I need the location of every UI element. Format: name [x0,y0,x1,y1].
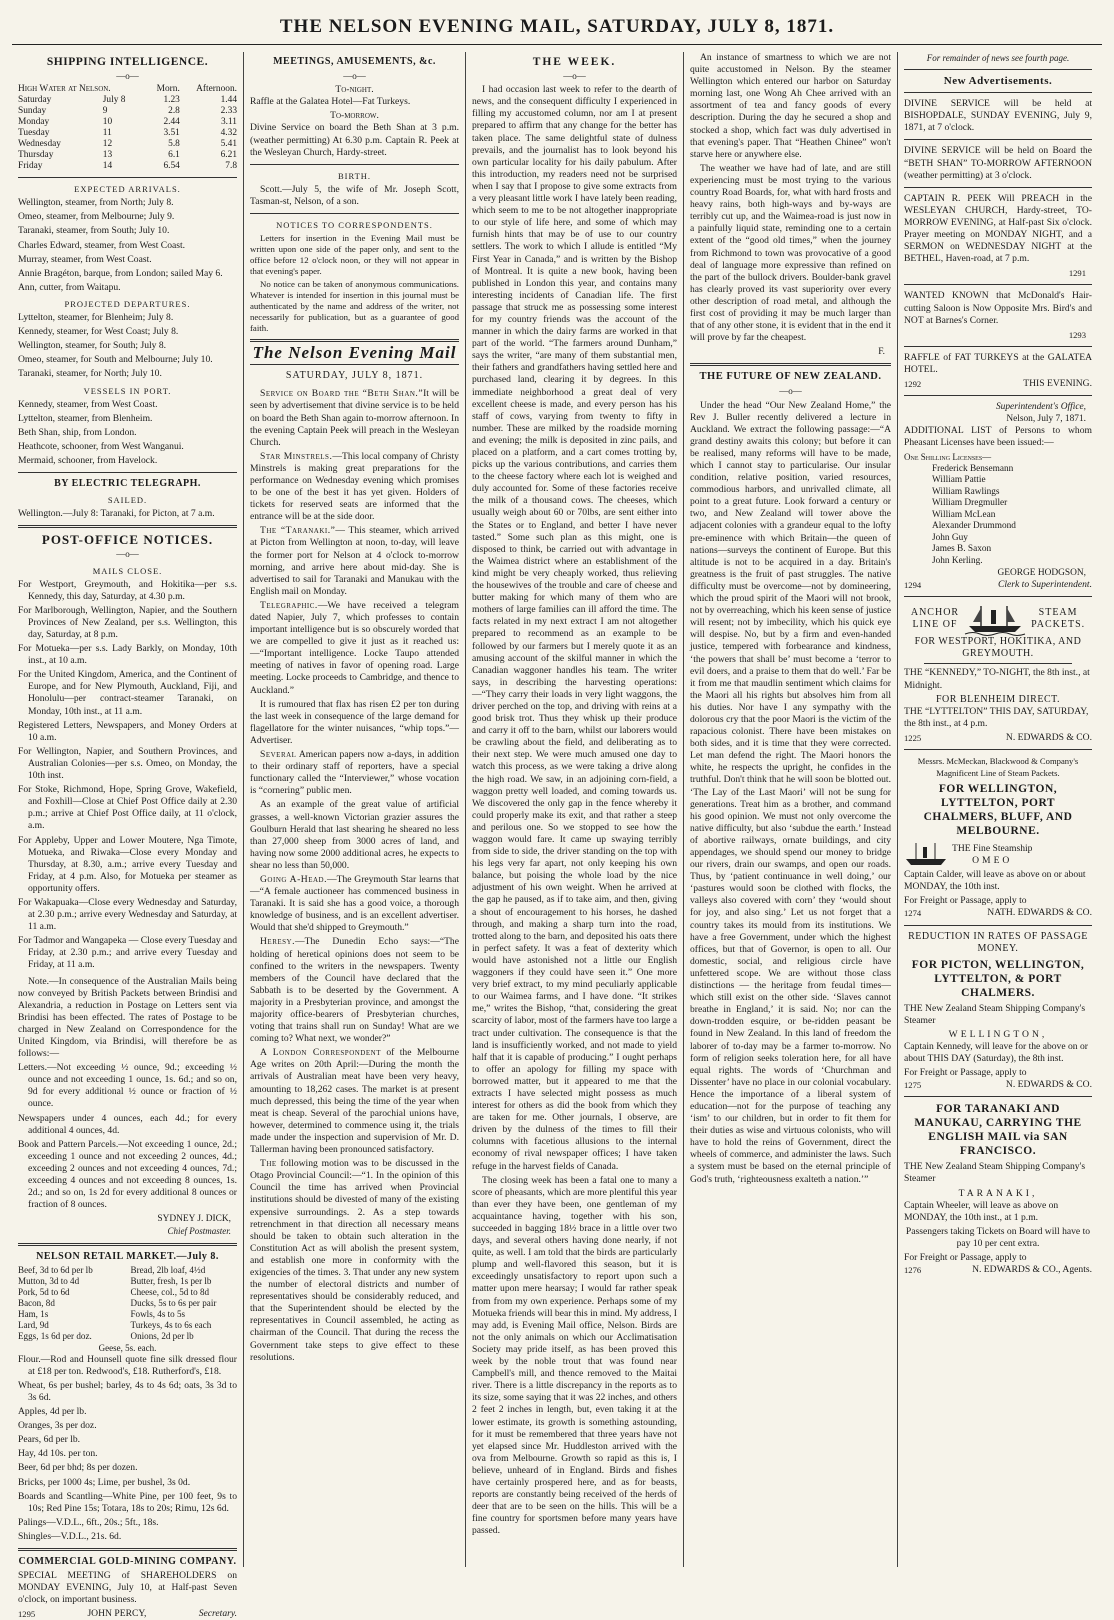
sailed-title: SAILED. [107,495,148,506]
list-item: Kennedy, steamer, for West Coast; July 8. [18,326,179,338]
departures-list [18,312,237,380]
list-item: Beer, 6d per bhd; 8s per dozen. [18,1462,138,1474]
list-item: Mutton, 3d to 4d [18,1275,80,1286]
post-title: POST-OFFICE NOTICES. [41,532,214,548]
postmaster-title: Chief Postmaster. [167,1226,231,1237]
week-para-3: An instance of smartness to which we are not quite accustomed in Nelson. By the steamer Wellington which entered our harbor on Saturday morning last, one Wong Ah Chee arrived with an assortment of tea and fancy goods of every description. During the day he secured a shop and stocked a shop, which fact was duly advertised in that evening's paper. That “Heathen Chinee” won't starve here or anywhere else. [690,52,891,160]
list-item: Flour.—Rod and Hounsell quote fine silk dressed flour at £18 per ton. Redwood's, £18. Rutherford's, £18. [18,1353,237,1377]
paper-name: The Nelson Evening Mail [252,343,457,363]
news-paragraph: The following motion was to be discussed in the Otago Provincial Council:—“1. In the opinion of this Council the time has arrived when Provincial institutions should be divested of many of the existing expensive surroundings. 2. As a step towards retrenchment in that direction all necessary means should be taken to obtain such alteration in the Constitution Act as will abolish the present system, and establish one more in conformity with the exigencies of the times. 3. That under any new system the number of electoral districts and number of representatives should be considerably reduced, and that the Superintendent should be elected by the representatives in Council assembled, he acting as chairman of the Council. That during the recess the Government take steps to give effect to these resolutions. [250,1158,459,1363]
post-rates [18,1062,237,1211]
list-item: John Kerling. [932,555,983,566]
tide-row: Monday 10 2.44 3.11 [18,117,237,128]
notices-title: NOTICES TO CORRESPONDENTS. [276,220,433,231]
market-geese: Geese, 5s. each. [98,1342,157,1353]
tide-row: Tuesday 11 3.51 4.32 [18,128,237,139]
list-item: For Stoke, Richmond, Hope, Spring Grove, Wakefield, and Foxhill—Close at Chief Post Office daily at 2.30 p.m.; arrive at Chief Post Office daily, at 11 o'clock, a.m. [18,784,237,832]
list-item: Beef, 3d to 6d per lb [18,1264,93,1275]
market-lines [18,1354,237,1543]
tide-row: Sunday 9 2.8 2.33 [18,106,237,117]
future-para: Under the head “Our New Zealand Home,” the Rev J. Buller recently delivered a lecture in Auckland. We extract the following passage:—“A grand destiny awaits this colony; but before it can be realised, many reforms will have to be made, which I cannot stay to particularise. Our insular condition, relative position, varied resources, commodious harbors, and unrivalled climate, all point to a great future. Look forward a century or two, and New Zealand will tower above the adjacent colonies with a grandeur equal to the lofty pre-eminence with which Britain—the queen of nations—surveys the continent of Europe. But this altitude is not to be acquired in a day. Britain's greatness is the fruit of past struggles. The native difficulty must be overcome—not by domineering, which the proud spirit of the Maori will not brook, not by overreaching, which his keen sense of justice will resent; not by imbecility, which his quick eye will despise. No, but by a firm and even-handed justice, tempered with forbearance and kindness, ‘the powers that shall be’ must become a ‘terror to evil doers, and a praise to them that do well.’ Far be it from me that maudlin sentiment which claims for the Maori all his rights but absolves him from all his duties. Nor have I any sympathy with the dolorous cry that the poor Maori is the victim of the rapacious colonist. There have been mistakes on both sides, and it is time that they were corrected. Let man defend the right. The Maori honors the white, he respects the upright, he confides in the truthful. Don't think that he will soon be blotted out. ‘The Lay of the Last Maori’ will not be sung for generations. Treat him as a brother, and command his good opinion. We must not only overcome the native difficulty, but also ‘subdue the earth.’ Instead of abortive railways, ornate buildings, and city appendages, we should spend our money to bridge our rivers, drain our swamps, and open our roads. Thus, by ‘patient continuance in well doing,’ our ‘pastures would soon be clothed with flocks, the valleys also covered with corn’ they ‘would shout for joy, and also sing.’ Let us not forget that a country takes its mould from its institutions. We have a free Government, under which the highest offices, but that of Governor, is open to all. Our domestic, social, and religious circle have unfettered scope. We are without those class distinctions — the heritage from feudal times—which still exist on the other side. ‘Slaves cannot breathe in England,’ it is said. No; nor can the down-trodden esquire, or be-ridden peasant be found in New Zealand. In this land of freedom the laborer of to-day may be a farmer to-morrow. No form of religion seeks toleration here, for all have equal rights. The words of ‘Churchman and Dissenter’ have no place in our colonial vocabulary. Hence the importance of a liberal system of education—not for the purpose of teaching any ‘ism’ to our children, but in order to fit them for their duties as wise and virtuous colonists, who will have to hold the reins of Government, direct the wheels of commerce, and administer the laws. Such a system must be based on the eternal principle of God's truth, ‘righteousness exalteth a nation.’” [690,399,891,1185]
list-item: Taranaki, steamer, from South; July 10. [18,225,170,237]
list-item: Butter, fresh, 1s per lb [130,1275,212,1286]
ad-pheasant-licenses: ADDITIONAL LIST of Persons to whom Pheasant Licenses have been issued:— [904,425,1092,449]
sailed-text: Wellington.—July 8: Taranaki, for Picton, at 7 a.m. [18,508,215,520]
news-paragraph: Going A-Head.—The Greymouth Star learns that—“A female auctioneer has commenced business in Taranaki. It is said she has a good voice, a thorough knowledge of business, and is an excellent advertiser. Would that she'd shipped to Greymouth.” [250,873,459,934]
notices-text-1: Letters for insertion in the Evening Mail must be written upon one side of the paper only, and sent to the office before 12 o'clock noon, or they will not appear in that evening's paper. [250,233,459,277]
week-sign: F. [878,347,885,358]
list-item: Lard, 9d [18,1319,49,1330]
license-names [904,464,1092,568]
list-item: Hay, 4d 10s. per ton. [18,1448,98,1460]
gold-sig-title: Secretary. [198,1608,237,1620]
market-prices [18,1265,237,1342]
list-item: Taranaki, steamer, for North; July 10. [18,368,162,380]
arrivals-list [18,197,237,294]
list-item: Charles Edward, steamer, from West Coast. [18,239,186,251]
list-item: William McLean [932,509,996,520]
list-item: Murray, steamer, from West Coast. [18,253,152,265]
remainder-note: For remainder of news see fourth page. [926,53,1070,63]
list-item: Omeo, steamer, from Melbourne; July 9. [18,211,175,223]
list-item: Lyttelton, steamer, for Blenheim; July 8. [18,312,174,324]
list-item: Cheese, col., 5d to 8d [130,1286,210,1297]
list-item: Omeo, steamer, for South and Melbourne; July 10. [18,354,213,366]
column-2: MEETINGS, AMUSEMENTS, &c. ―o― To-night. Raffle at the Galatea Hotel—Fat Turkeys. To-morrow. Divine Service on board the Beth Shan at 3 p.m. (weather permitting) At 6.30 p.m. Captain R. Peek at the Wesleyan Church, Hardy-street. BIRTH. Scott.—July 5, the wife of Mr. Joseph Scott, Tasman-st, Nelson, of a son. NOTICES TO CORRESPONDENTS. Letters for insertion in the Evening Mail must be written upon one side of the paper only, and sent to the office before 12 o'clock noon, or they will not appear in that evening's paper. No notice can be taken of anonymous communications. Whatever is intended for insertion in this journal must be authenticated by the name and address of the writer, not necessarily for publication, but as a guarantee of good faith. The Nelson Evening Mail SATURDAY, JULY 8, 1871. Service on Board the “Beth Shan.”It will be seen by advertisement that divine service is to be held on board the Beth Shan again to-morrow afternoon. In the evening Captain Peek will preach in the Wesleyan Church. Star Minstrels.—This local company of Christy Minstrels is making great preparations for the performance on Wednesday evening which promises to be one of the best it has yet given. Holders of tickets for reserved seats are informed that the entrance will be at the side door. The “Taranaki.”— This steamer, which arrived at Picton from Wellington at noon, to-day, will leave the former port for Nelson at 4 o'clock to-morrow morning, and arrive here about mid-day. She is advertised to sail for Taranaki and Manukau with the English mail on Monday. Telegraphic.—We have received a telegram dated Napier, July 7, which professes to contain important intelligence but is so obscurely worded that we are compelled to give it just as it reached us:—“Important intelligence. Locke Taupo attended meeting of natives in favor of opening road. Large meeting. Locke proceeds to Cambridge, and thence to Auckland.” It is rumoured that flax has risen £2 per ton during the last week in consequence of the large demand for flagellatore for the winter nuisances, “whip tops.”—Advertiser. Several American papers now a-days, in addition to their ordinary staff of reporters, have a special functionary called the “Interviewer,” whose vocation is “cornering” public men. As an example of the great value of artificial grasses, a well-known Victorian grazier assures the Goulburn Herald that last shearing he sheared no less than 27,000 sheep from 3000 acres of land, and having now some 2000 additional acres, he expects to shear no less than 50,000. Going A-Head.—The Greymouth Star learns that—“A female auctioneer has commenced business in Taranaki. It is said she has a good voice, a thorough knowledge of business, and is an excellent advertiser. Would that she'd shipped to Greymouth.” Heresy.—The Dunedin Echo says:—“The holding of heretical opinions does not seem to be confined to the writers in the newspapers. Twenty members of the Council have declared that the Sabbath is to be deserted by the Government. A majority in a Presbyterian province, and amongst the majority office-bearers of Presbyterian churches, voting that trains shall run on Sunday! What are we coming to? What next, we wonder?” A London Correspondent of the Melbourne Age writes on 20th April:—During the month the arrivals of Australian meat have been very heavy, amounting to 18,262 cases. The market is at present much depressed, this being the time of the year when meat is cheap. Several of the parochial unions have, however, determined to commence using it, the trials made under the inspection and supervision of Mr. D. Tallerman having been pronounced satisfactory. The following motion was to be discussed in the Otago Provincial Council:—“1. In the opinion of this Council the time has arrived when Provincial institutions should be divested of many of the existing expensive surroundings. 2. As a step towards retrenchment in that direction all necessary means should be taken to obtain such alteration in the Constitution Act as will abolish the present system, and establish one more in conformity with the exigencies of the times. 3. That under any new system the number of electoral districts and number of representatives should be considerably reduced, and that the Superintendent should be elected by the representatives in Council assembled, he acting as chairman of the Council. That during the recess the Government take steps to give effect to these resolutions. [244,52,466,1567]
ad-taranaki: FOR TARANAKI AND MANUKAU, CARRYING THE ENGLISH MAIL via SAN FRANCISCO. THE New Zealand Steam Shipping Company's Steamer TARANAKI, Captain Wheeler, will leave as above on MONDAY, the 10th inst., at 1 p.m. Passengers taking Tickets on Board will have to pay 10 per cent extra. For Freight or Passage, apply to 1276 N. EDWARDS & CO., Agents. [904,1103,1092,1276]
tide-head-row: High Water at Nelson. Morn. Afternoon. [18,84,237,95]
ad-captain-peek: CAPTAIN R. PEEK Will PREACH in the WESLEYAN CHURCH, Hardy-street, TO-MORROW EVENING, at Half-past Six o'clock. Prayer meeting on MONDAY NIGHT, and a SERMON on WEDNESDAY NIGHT at the BETHEL, Haven-road, at 7 p.m. [904,192,1092,265]
list-item: For Wakapuaka—Close every Wednesday and Saturday, at 2.30 p.m.; arrive every Wednesday and Saturday, at 11 a.m. [18,896,237,933]
list-item: For Westport, Greymouth, and Hokitika—per s.s. Kennedy, this day, Saturday, at 4.30 p.m. [18,578,237,602]
list-item: Registered Letters, Newspapers, and Money Orders at 10 a.m. [18,719,237,743]
arrivals-title: EXPECTED ARRIVALS. [74,184,181,195]
list-item: James B. Saxon [932,544,992,555]
steamship-icon [965,602,1025,636]
list-item: Oranges, 3s per doz. [18,1420,97,1432]
tide-row: Thursday 13 6.1 6.21 [18,150,237,161]
list-item: Ducks, 5s to 6s per pair [130,1297,217,1308]
list-item: Ham, 1s [18,1308,49,1319]
list-item: Alexander Drummond [932,521,1016,532]
list-item: Newspapers under 4 ounces, each 4d.; for every additional 4 ounces, 4d. [18,1112,237,1136]
news-paragraph: Star Minstrels.—This local company of Christy Minstrels is making great preparations for the performance on Wednesday evening which promises to be one of the best it has yet given. Holders of tickets for reserved seats are informed that the entrance will be at the side door. [250,450,459,523]
post-items [18,579,237,972]
list-item: William Pattie [932,475,986,486]
list-item: Apples, 4d per lb. [18,1406,87,1418]
tomorrow-item: Divine Service on board the Beth Shan at 3 p.m. (weather permitting) At 6.30 p.m. Captain R. Peek at the Wesleyan Church, Hardy-street. [250,122,459,158]
gold-signature: JOHN PERCY, [87,1608,147,1620]
list-item: Bricks, per 1000 4s; Lime, per bushel, 3s 0d. [18,1476,191,1488]
column-4: An instance of smartness to which we are not quite accustomed in Nelson. By the steamer Wellington which entered our harbor on Saturday morning last, one Wong Ah Chee arrived with an assortment of tea and fancy goods of every description. During the day he secured a shop and stocked a shop, which fact was duly advertised in that evening's paper. That “Heathen Chinee” won't starve here or anywhere else. The weather we have had of late, and are still experiencing must be most trying to the various country Road Boards, for, what with hard frosts and heavy rains, both high-ways and by-ways are terribly cut up, and the Waimea-road is just now in a painfully liquid state, reminding one to a certain extent of the “good old times,” when the journey from Richmond to town was provocative of a good deal of language more expressive than refined on the part of the bullock drivers. Boulder-bank gravel has clearly proved its vast superiority over every other description of road metal, and although the first cost of providing it may be much larger than that of any other stone, it is evident that in the end it will prove by far the cheapest. F. THE FUTURE OF NEW ZEALAND. ―o― Under the head “Our New Zealand Home,” the Rev J. Buller recently delivered a lecture in Auckland. We extract the following passage:—“A grand destiny awaits this colony; but before it can be realised, many reforms will have to be made, which I cannot stay to particularise. Our insular condition, relative position, varied resources, commodious harbors, and unrivalled climate, all point to a great future. Look forward a century or two, and New Zealand will tower above the adjacent colonies with a grandeur equal to the lofty pre-eminence with which Britain—the queen of nations—surveys the continent of Europe. But this altitude is not to be acquired in a day. Britain's greatness is the fruit of past struggles. The native difficulty must be overcome—not by domineering, which the proud spirit of the Maori will not brook, not by overreaching, which his keen sense of justice will resent; not by imbecility, which his quick eye will despise. No, but by a firm and even-handed justice, tempered with forbearance and kindness, ‘the powers that shall be’ must become a ‘terror to evil doers, and a praise to them that do well.’ Far be it from me that maudlin sentiment which claims for the Maori all his rights but absolves him from all his duties. Nor have I any sympathy with the dolorous cry that the poor Maori is the victim of the rapacious colonist. There have been mistakes on both sides, and it is time that they were corrected. Let man defend the right. The Maori honors the white, he respects the upright, he confides in the truthful. Don't think that he will soon be blotted out. ‘The Lay of the Last Maori’ will not be sung for generations. Treat him as a brother, and command his good opinion. We must not only overcome the native difficulty, but also ‘subdue the earth.’ Instead of abortive railways, ornate buildings, and city appendages, we should spend our money to bridge our rivers, drain our swamps, and open our roads. Thus, by ‘patient continuance in well doing,’ our ‘pastures would soon be clothed with flocks, the valleys also covered with corn’ they ‘would shout for joy, and also sing.’ Let us not forget that a country takes its mould from its institutions. We have a free Government, under which the highest offices, but that of Governor, is open to all. Our domestic, social, and religious circle have unfettered scope. We are without those class distinctions — the heritage from feudal times—which still exist on the other side. ‘Slaves cannot breathe in England,’ it is said. No; nor can the down-trodden esquire, or be-ridden peasant be found in New Zealand. In this land of freedom the laborer of to-day may be a farmer to-morrow. No form of religion seeks toleration here, for all have equal rights. The words of ‘Churchman and Dissenter’ have no place in our colonial vocabulary. Hence the importance of a liberal system of education—not for the purpose of teaching any ‘ism’ to our children, but in order to fit them for their duties as wise and virtuous colonists, who will have to hold the reins of Government, direct the wheels of commerce, and administer the laws. Such a system must be based on the eternal principle of God's truth, ‘righteousness exalteth a nation.’” [684,52,898,1567]
list-item: Boards and Scantling—White Pine, per 100 feet, 9s to 10s; Red Pine 15s; Totara, 18s to 20s; Rimu, 12s 6d. [18,1490,237,1514]
week-para-2: The closing week has been a fatal one to many a score of pheasants, which are more plentiful this year than ever they have been, one gentleman of my acquaintance having, together with his son, succeeded in bagging 18½ brace in a little over two days, and several others having done nearly, if not quite, as well. I am told that the birds are particularly plump and well-flavored this season, but it is exceedingly unsatisfactory to report upon such a matter upon mere hearsay; I would far rather speak from from my own experience. Perhaps some of my Motueka friends will bear this in mind. My address, I may add, is Evening Mail office, Nelson. Birds are not the only animals on which our Acclimatisation Society may pride itself, as has been proved this week by the noble trout that was found near Campbell's mill, and thence removed to the Maitai river. There is a little discrepancy in the reports as to its size, some saying that it was 22 inches, and others 2 feet 2 inches in length, but, even taking it at the lower estimate, its growth is something astounding, for it must be remembered that three years have not yet elapsed since Mr. Huddleston arrived with the ova from Melbourne. Growth so rapid as this is, I believe, unheard of in England. Birds and fishes have certainly prospered here, and as for beasts, reports are constantly being received of the herds of deer that are to be seen on the hills. This will be a fine country for sportsmen before many years have passed. [472,1174,677,1537]
steamship-icon [904,841,948,869]
masthead: THE NELSON EVENING MAIL, SATURDAY, JULY 8, 1871. [279,16,835,37]
ad-divine-bishopdale: DIVINE SERVICE will be held at BISHOPDALE, SUNDAY EVENING, July 9, 1871, at 7 o'clock. [904,98,1092,134]
columns [12,52,1102,1620]
ad-omeo: Messrs. McMeckan, Blackwood & Company's Magnificent Line of Steam Packets. FOR WELLINGTON, LYTTELTON, PORT CHALMERS, BLUFF, AND MELBOURNE. THE Fine Steamship OMEO Captain Calder, will leave as above on or about MONDAY, the 10th inst. For Freight or Passage, apply to 1274 NATH. EDWARDS & CO. [904,755,1092,919]
news-paragraph: A London Correspondent of the Melbourne Age writes on 20th April:—During the month the arrivals of Australian meat have been very heavy, amounting to 18,262 cases. The market is at present much depressed, this being the time of the year when meat is cheap. Several of the parochial unions have, however, determined to commence using it, the trials made under the inspection and supervision of Mr. D. Tallerman having been pronounced satisfactory. [250,1047,459,1156]
birth-title: BIRTH. [337,170,372,181]
list-item: For Appleby, Upper and Lower Moutere, Nga Timote, Motueka, and Riwaka—Close every Monday and Thursday, at 8.30, a.m.; arrive every Tuesday and Friday, at 4 p.m. Also, for Motueka per steamer as opportunity offers. [18,834,237,894]
list-item: For Marlborough, Wellington, Napier, and the Southern Provinces of New Zealand, per s.s. Wellington, this day, Saturday, at 8 p.m. [18,604,237,640]
birth-text: Scott.—July 5, the wife of Mr. Joseph Scott, Tasman-st, Nelson, of a son. [250,183,459,207]
tide-row: Friday 14 6.54 7.8 [18,161,237,172]
ad-wellington: REDUCTION IN RATES OF PASSAGE MONEY. FOR PICTON, WELLINGTON, LYTTELTON, & PORT CHALMERS. THE New Zealand Steam Shipping Company's Steamer WELLINGTON, Captain Kennedy, will leave for the above on or about THIS DAY (Saturday), the 8th inst. For Freight or Passage, apply to 1275 N. EDWARDS & CO. [904,930,1092,1091]
tide-row: Saturday July 8 1.23 1.44 [18,95,237,106]
week-para-4: The weather we have had of late, and are still experiencing must be most trying to the various country Road Boards, for, what with hard frosts and heavy rains, both high-ways and by-ways are terribly cut up, and the Waimea-road is just now in a painfully liquid state, reminding one to a certain extent of the “good old times,” when the journey from Richmond to town was provocative of a good deal of language more expressive than refined on the part of the bullock drivers. Boulder-bank gravel has clearly proved its vast superiority over every other description of road metal, and although the first cost of providing it may be much larger than that of any other stone, it is evident that in the end it will prove by far the cheapest. [690,162,891,344]
week-para-1: I had occasion last week to refer to the dearth of news, and the consequent difficulty I experienced in filling my accustomed column, nor am I at present prepared to affirm that any change for the better has taken place. The same delightful state of dulness prevails, and the journalist has to look beyond his own particular locality for his daily pabulum. After this introduction, my readers need not be surprised when I say that I propose to give some extracts from a very pleasant little work I have lately been reading, which seem to me to be not altogether inappropriate to our style of life here, and some of which may furnish hints that may be of use to our country settlers. The work to which I allude is entitled “My First Year in Canada,” and is written by the Bishop of Montreal. It is quite a new book, having been published in London this year, and contains many interesting incidents of Canadian life. The first passage that struck me as possessing some interest for my country friends was the account of the manner in which the dairy farms are worked in that part of the world. “The farmers around Dunham,” says the writer, “are many of them substantial men, their fathers and grandfathers having settled here and purchased land, clearing it by degrees. In this immediate neighborhood a great deal of very excellent cheese is made, and every person has his staff of cows, varying from twenty to fifty in number. These are milked by the roadside morning and evening; the milk is deposited in zinc pails, and placed on a platform, and a cart comes trotting by, picks up the various contributions, and carries them to the cheese factory where each lot is weighed and duly accounted for. Some of these factories receive the milk of a thousand cows. The cheeses, which usually weigh about 60 or 70lbs, are sent either into the States or to England, and better I have never tasted.” Some such plan as this might, one is disposed to think, be carried out with advantage in the Waimea district where an establishment of the kind might be very cheaply worked, thus relieving the housewives of the trouble and care of cheese and butter making for which many of them who are mothers of large families can ill afford the time. The facts related in my next extract I am not altogether prepared to recommend as an example to be followed by our farmers but I merely quote it as an amusing account of the skilful manner in which the Canadian waggoner handles his team. The writer says, in describing the harvesting operations:—“They carry their loads in very light waggons, the driver perched on the top, and driving with reins at a good brisk trot. Thus they whisk up their produce and carry it off to the barn, whilst our laborers would be crawling about the field, and deliberating as to their next step. We were much amused one day to watch this process, as we were taking a drive along the high road. We saw, in an adjoining corn-field, a waggon pretty well loaded, and coming towards us. We discovered the only gap in the fence whereby it could properly make its exit, and that rather a steep and perilous one. So we stopped to see how the waggon would fare. It came up swaying terribly from side to side, the driver standing on the top with his legs very far apart, not only keeping his own balance, but poising the whole load by the nice adjustment of his own weight. When he arrived at the gap he paused, as if to take aim, and then, giving a shout of encouragement to his horses, he dashed through, and making a sharp turn into the road, trotted along to the barn, and deposited his oats there in perfect safety. It was a feat of dexterity which would have astonished not a little our English waggoners if they could have seen it.” One more very brief extract, to my mind peculiarly applicable to our Waimea farms, and I have done. “It strikes me,” writes the Bishop, “that, considering the great scarcity of labor, most of the farmers have too large a tract under cultivation. The consequence is that the land is insufficiently worked, and not made to yield half that it is capable of producing.” I ought perhaps to offer an apology for filling my space with borrowed matter, but it appeared to me that the extracts I have selected might possess as much interest for others as did the book from which they are taken for me. Other journals, I observe, are driven by the dulness of the times to fill their columns with facetious allusions to the internal economy of rival newspaper offices; I have taken refuge in the harvest fields of Canada. [472,84,677,1172]
list-item: For Tadmor and Wangapeka — Close every Tuesday and Friday, at 2.30 p.m.; and arrive every Tuesday and Friday, at 11 a.m. [18,935,237,971]
list-item: Palings—V.D.L., 6ft., 20s.; 5ft., 18s. [18,1516,159,1528]
column-5: For remainder of news see fourth page. New Advertisements. DIVINE SERVICE will be held at BISHOPDALE, SUNDAY EVENING, July 9, 1871, at 7 o'clock. DIVINE SERVICE will be held on Board the “BETH SHAN” TO-MORROW AFTERNOON (weather permitting) at 3 o'clock. CAPTAIN R. PEEK Will PREACH in the WESLEYAN CHURCH, Hardy-street, TO-MORROW EVENING, at Half-past Six o'clock. Prayer meeting on MONDAY NIGHT, and a SERMON on WEDNESDAY NIGHT at the BETHEL, Haven-road, at 7 p.m. 1291 WANTED KNOWN that McDonald's Hair-cutting Saloon is Now Opposite Mrs. Bird's and NOT at Barnes's Corner. 1293 RAFFLE of FAT TURKEYS at the GALATEA HOTEL. 1292 THIS EVENING. Superintendent's Office, Nelson, July 7, 1871. ADDITIONAL LIST of Persons to whom Pheasant Licenses have been issued:— One Shilling Licenses— Frederick Bensemann William Pattie William Rawlings William Dregmuller William McLean Alexander Drummond John Guy James B. Saxon John Kerling. GEORGE HODGSON, 1294 Clerk to Superintendent. ANCHOR LINE OF STEAM PACKETS. FOR WESTPORT, HOKITIKA, AND GREYMOUTH. THE “KENNEDY,” TO-NIGHT, the 8th inst., at Midnight. FOR BLENHEIM DIRECT. THE “LYTTELTON” THIS DAY, SATURDAY, the 8th inst., at 4 p.m. 1225 N. EDWARDS & CO. Messrs. McMeckan, Blackwood & Company's Magnificent Line of Steam Packets. FOR WELLINGTON, LYTTELTON, PORT CHALMERS, BLUFF, AND MELBOURNE. THE Fine Steamship OMEO Captain Calder, will leave as above on or about MONDAY, the 10th inst. For Freight or Passage, apply to 1274 NATH. EDWARDS & CO. REDUCTION IN RATES OF PASSAGE MONEY. FOR PICTON, WELLINGTON, LYTTELTON, & PORT CHALMERS. THE New Zealand Steam Shipping Company's Steamer WELLINGTON, Captain Kennedy, will leave for the above on or about THIS DAY (Saturday), the 8th inst. For Freight or Passage, apply to 1275 N. EDWARDS & CO. FOR TARANAKI AND MANUKAU, CARRYING THE ENGLISH MAIL via SAN FRANCISCO. THE New Zealand Steam Shipping Company's Steamer TARANAKI, Captain Wheeler, will leave as above on MONDAY, the 10th inst., at 1 p.m. Passengers taking Tickets on Board will have to pay 10 per cent extra. For Freight or Passage, apply to 1276 N. EDWARDS & CO., Agents. [904,53,1092,1276]
telegraph-title: BY ELECTRIC TELEGRAPH. [54,478,201,490]
postmaster-signature: SYDNEY J. DICK, [157,1214,231,1225]
list-item: Shingles—V.D.L., 21s. 6d. [18,1530,122,1542]
news-paragraph: As an example of the great value of artificial grasses, a well-known Victorian grazier assures the Goulburn Herald that last shearing he sheared no less than 27,000 sheep from 3000 acres of land, and having now some 2000 additional acres, he expects to shear no less than 50,000. [250,799,459,871]
news-paragraph: Service on Board the “Beth Shan.”It will be seen by advertisement that divine service is to be held on board the Beth Shan again to-morrow afternoon. In the evening Captain Peek will preach in the Wesleyan Church. [250,388,459,448]
list-item: Wellington, steamer, from North; July 8. [18,197,174,209]
news-paragraph: Heresy.—The Dunedin Echo says:—“The holding of heretical opinions does not seem to be confined to the writers in the newspapers. Twenty members of the Council have declared that the Sabbath is to be deserted by the Government. A majority in a Presbyterian province, and amongst the majority office-bearers of Presbyterian churches, voting that trains shall run on Sunday! What are we coming to? What next, we wonder?” [250,936,459,1045]
notices-text-2: No notice can be taken of anonymous communications. Whatever is intended for insertion in this journal must be authenticated by the name and address of the writer, not necessarily for publication, but as a guarantee of good faith. [250,279,459,334]
tide-row: Wednesday 12 5.8 5.41 [18,139,237,150]
list-item: Beth Shan, ship, from London. [18,426,137,438]
ad-anchor-line: ANCHOR LINE OF STEAM PACKETS. FOR WESTPORT, HOKITIKA, AND GREYMOUTH. THE “KENNEDY,” TO-NIGHT, the 8th inst., at Midnight. FOR BLENHEIM DIRECT. THE “LYTTELTON” THIS DAY, SATURDAY, the 8th inst., at 4 p.m. 1225 N. EDWARDS & CO. [904,602,1092,744]
list-item: Fowls, 4s to 5s [130,1308,186,1319]
list-item: Mermaid, schooner, from Havelock. [18,454,158,466]
departures-title: PROJECTED DEPARTURES. [64,298,191,309]
new-ads-title: New Advertisements. [943,75,1053,88]
masthead-rule [12,44,1102,45]
list-item: Lyttelton, steamer, from Blenheim. [18,412,153,424]
paper-date: SATURDAY, JULY 8, 1871. [285,370,424,382]
market-title: NELSON RETAIL MARKET.—July 8. [36,1250,219,1262]
news-paragraph: Several American papers now a-days, in addition to their ordinary staff of reporters, have a special functionary called the “Interviewer,” whose vocation is “cornering” public men. [250,749,459,797]
gold-title: COMMERCIAL GOLD-MINING COMPANY. [18,1556,237,1567]
list-item: Pork, 5d to 6d [18,1286,70,1297]
list-item: John Guy [932,532,968,543]
list-item: William Rawlings [932,486,1000,497]
list-item: For Wellington, Napier, and Southern Provinces, and Australian Colonies—per s.s. Omeo, on Monday, the 10th inst. [18,745,237,782]
list-item: Bread, 2lb loaf, 4½d [130,1264,206,1275]
ad-divine-beth-shan: DIVINE SERVICE will be held on Board the “BETH SHAN” TO-MORROW AFTERNOON (weather permitting) at 3 o'clock. [904,145,1092,181]
week-title: THE WEEK. [532,56,617,68]
post-note: Note.—In consequence of the Australian Mails being now conveyed by British Packets between Brindisi and Alexandria, a reduction in Postage on Letters sent via Brindisi has been effected. The rates of Postage to be charged in New Zealand on Correspondence for the United Kingdom, via Brindisi, will therefore be as follows:— [18,975,237,1060]
list-item: Letters.—Not exceeding ½ ounce, 9d.; exceeding ½ ounce and not exceeding 1 ounce, 1s. 6d.; and so on, 9d for every additional ½ ounce or fraction of ½ ounce. [18,1062,237,1110]
list-item: For the United Kingdom, America, and the Continent of Europe, and for New Plymouth, Auckland, Fiji, and Honolulu—per contract-steamer Taranaki, on Monday, 10th inst., at 11 a.m. [18,669,237,717]
ad-raffle: RAFFLE of FAT TURKEYS at the GALATEA HOTEL. [904,351,1092,375]
list-item: Heathcote, schooner, from West Wanganui. [18,440,184,452]
list-item: Wheat, 6s per bushel; barley, 4s to 4s 6d; oats, 3s 3d to 3s 6d. [18,1379,237,1403]
list-item: Eggs, 1s 6d per doz. [18,1330,92,1341]
tide-table [18,84,237,172]
meetings-title: MEETINGS, AMUSEMENTS, &c. [273,56,436,67]
list-item: Onions, 2d per lb [130,1330,194,1341]
port-list [18,399,237,467]
news-paragraph: It is rumoured that flax has risen £2 per ton during the last week in consequence of the large demand for flagellatore for the winter nuisances, “whip tops.”—Advertiser. [250,698,459,746]
list-item: Turkeys, 4s to 6s each [130,1319,212,1330]
shipping-title: SHIPPING INTELLIGENCE. [46,56,209,68]
gold-text: SPECIAL MEETING of SHAREHOLDERS on MONDAY EVENING, July 10, at Half-past Seven o'clock, on important business. [18,1570,237,1606]
gold-num: 1295 [18,1609,36,1620]
list-item: Kennedy, steamer, from West Coast. [18,398,158,410]
list-item: Pears, 6d per lb. [18,1434,81,1446]
news-paragraph: Telegraphic.—We have received a telegram dated Napier, July 7, which professes to contain important intelligence but is so obscurely worded that we are compelled to give it just as it reached us:—“Important intelligence. Locke Taupo attended meeting of natives in favor of opening road. Large meeting. Locke proceeds to Cambridge, and thence to Auckland.” [250,599,459,696]
future-title: THE FUTURE OF NEW ZEALAND. [699,371,882,383]
mails-title: MAILS CLOSE. [92,565,163,576]
list-item: For Motueka—per s.s. Lady Barkly, on Monday, 10th inst., at 10 a.m. [18,643,237,667]
local-news [250,388,459,1363]
ad-wanted-known: WANTED KNOWN that McDonald's Hair-cutting Saloon is Now Opposite Mrs. Bird's and NOT at Barnes's Corner. [904,290,1092,326]
list-item: William Dregmuller [932,498,1008,509]
list-item: Bacon, 8d [18,1297,55,1308]
list-item: Annie Bragéton, barque, from London; sailed May 6. [18,267,223,279]
list-item: Ann, cutter, from Waitapu. [18,281,121,293]
port-title: VESSELS IN PORT. [83,385,172,396]
list-item: Book and Pattern Parcels.—Not exceeding 1 ounce, 2d.; exceeding 1 ounce and not exceeding 2 ounces, 4d.; exceeding 2 ounces and not exceeding 4 ounces, 7d.; exceeding 4 ounces and not exceeding 8 ounces, 1s. 2d.; and so on, 1s 2d for every additional 8 ounces or fraction of 8 ounces. [18,1138,237,1211]
list-item: Frederick Bensemann [932,463,1014,474]
column-3: THE WEEK. ―o― I had occasion last week to refer to the dearth of news, and the consequent difficulty I experienced in filling my accustomed column, nor am I at present prepared to affirm that any change for the better has taken place. The same delightful state of dulness prevails, and the journalist has to look beyond his own particular locality for his daily pabulum. After this introduction, my readers need not be surprised when I say that I propose to give some extracts from a very pleasant little work I have lately been reading, which seem to me to be not altogether inappropriate to our style of life here, and some of which may furnish hints that may be of use to our country settlers. The work to which I allude is entitled “My First Year in Canada,” and is written by the Bishop of Montreal. It is quite a new book, having been published in London this year, and contains many interesting incidents of Canadian life. The first passage that struck me as possessing some interest for my country friends was the account of the manner in which the dairy farms are worked in that part of the world. “The farmers around Dunham,” says the writer, “are many of them substantial men, their fathers and grandfathers having settled here and purchased land, clearing it by degrees. In this immediate neighborhood a great deal of very excellent cheese is made, and every person has his staff of cows, varying from twenty to fifty in number. These are milked by the roadside morning and evening; the milk is deposited in zinc pails, and placed on a platform, and a cart comes trotting by, picks up the various contributions, and carries them to the cheese factory where each lot is weighed and duly accounted for. Some of these factories receive the milk of a thousand cows. The cheeses, which usually weigh about 60 or 70lbs, are sent either into the States or to England, and better I have never tasted.” Some such plan as this might, one is disposed to think, be carried out with advantage in the Waimea district where an establishment of the kind might be very cheaply worked, thus relieving the housewives of the trouble and care of cheese and butter making for which many of them who are mothers of large families can ill afford the time. The facts related in my next extract I am not altogether prepared to recommend as an example to be followed by our farmers but I merely quote it as an amusing account of the skilful manner in which the Canadian waggoner handles his team. The writer says, in describing the harvesting operations:—“They carry their loads in very light waggons, the driver perched on the top, and driving with reins at a good brisk trot. Thus they whisk up their produce and carry it off to the barn, whilst our laborers would be crawling about the field, and deliberating as to their next step. We were much amused one day to watch this process, as we were taking a drive along the high road. We saw, in an adjoining corn-field, a waggon pretty well loaded, and coming towards us. We discovered the only gap in the fence whereby it could properly make its exit, and that rather a steep and perilous one. So we stopped to see how the waggon would fare. It came up swaying terribly from side to side, the driver standing on the top with his legs very far apart, not only keeping his own balance, but poising the whole load by the nice adjustment of his own weight. When he arrived at the gap he paused, as if to take aim, and then, giving a shout of encouragement to his horses, he dashed through, and making a sharp turn into the road, trotted along to the barn, and deposited his oats there in perfect safety. It was a feat of dexterity which would have astonished not a little our English waggoners if they could have seen it.” One more very brief extract, to my mind peculiarly applicable to our Waimea farms, and I have done. “It strikes me,” writes the Bishop, “that, considering the great scarcity of labor, most of the farmers have too large a tract under cultivation. The consequence is that the land is insufficiently worked, and not made to yield half that it is capable of producing.” I ought perhaps to offer an apology for filling my space with borrowed matter, but it appeared to me that the extracts I have selected might possess as much interest for others as did the book from which they are taken for me. Other journals, I observe, are driven by the dulness of the times to fill their columns with facetious allusions to the internal economy of rival newspaper offices; I have taken refuge in the harvest fields of Canada. The closing week has been a fatal one to many a score of pheasants, which are more plentiful this year than ever they have been, one gentleman of my acquaintance having, together with his son, succeeded in bagging 18½ brace in a little over two days, and several others having done nearly, if not quite, as well. I am told that the birds are particularly plump and well-flavored this season, but it is exceedingly unsatisfactory to report upon such a matter upon mere hearsay; I would far rather speak from from my own experience. Perhaps some of my Motueka friends will bear this in mind. My address, I may add, is Evening Mail office, Nelson. Birds are not the only animals on which our Acclimatisation Society may pride itself, as has been proved this week by the noble trout that was found near Campbell's mill, and thence removed to the Maitai river. There is a little discrepancy in the reports as to its size, some saying that it was 22 inches, and others 2 feet 2 inches in length, but, even taking it at the lower estimate, its growth is something astounding, for it must be remembered that three years have not yet elapsed since Mr. Huddleston arrived with the ova from Melbourne. Growth so rapid as this is, I believe, unheard of in England. Birds and fishes have certainly prospered here, and as for beasts, reports are constantly being received of the herds of deer that are to be seen on the hills. This will be a fine country for sportsmen before many years have passed. [466,52,684,1567]
list-item: Wellington, steamer, for South; July 8. [18,340,167,352]
news-paragraph: The “Taranaki.”— This steamer, which arrived at Picton from Wellington at noon, to-day, will leave the former port for Nelson at 4 o'clock to-morrow morning, and arrive here about mid-day. She is advertised to sail for Taranaki and Manukau with the English mail on Monday. [250,525,459,597]
column-1: SHIPPING INTELLIGENCE. ―o― High Water at Nelson. Morn. Afternoon. Saturday July 8 1.23 1.44 Sunday 9 2.8 2.33 Monday 10 2.44 3.11 Tuesday 11 3.51 4.32 Wednesday 12 5.8 5.41 Thursday 13 6.1 6.21 Friday 14 6.54 7.8 EXPECTED ARRIVALS. Wellington, steamer, from North; July 8. Omeo, steamer, from Melbourne; July 9. Taranaki, steamer, from South; July 10. Charles Edward, steamer, from West Coast. Murray, steamer, from West Coast. Annie Bragéton, barque, from London; sailed May 6. Ann, cutter, from Waitapu. PROJECTED DEPARTURES. Lyttelton, steamer, for Blenheim; July 8. Kennedy, steamer, for West Coast; July 8. Wellington, steamer, for South; July 8. Omeo, steamer, for South and Melbourne; July 10. Taranaki, steamer, for North; July 10. VESSELS IN PORT. Kennedy, steamer, from West Coast. Lyttelton, steamer, from Blenheim. Beth Shan, ship, from London. Heathcote, schooner, from West Wanganui. Mermaid, schooner, from Havelock. BY ELECTRIC TELEGRAPH. SAILED. Wellington.—July 8: Taranaki, for Picton, at 7 a.m. POST-OFFICE NOTICES. ―o― MAILS CLOSE. For Westport, Greymouth, and Hokitika—per s.s. Kennedy, this day, Saturday, at 4.30 p.m. For Marlborough, Wellington, Napier, and the Southern Provinces of New Zealand, per s.s. Wellington, this day, Saturday, at 8 p.m. For Motueka—per s.s. Lady Barkly, on Monday, 10th inst., at 10 a.m. For the United Kingdom, America, and the Continent of Europe, and for New Plymouth, Auckland, Fiji, and Honolulu—per contract-steamer Taranaki, on Monday, 10th inst., at 11 a.m. Registered Letters, Newspapers, and Money Orders at 10 a.m. For Wellington, Napier, and Southern Provinces, and Australian Colonies—per s.s. Omeo, on Monday, the 10th inst. For Stoke, Richmond, Hope, Spring Grove, Wakefield, and Foxhill—Close at Chief Post Office daily at 2.30 p.m.; arrive at Chief Post Office daily, at 11 o'clock, a.m. For Appleby, Upper and Lower Moutere, Nga Timote, Motueka, and Riwaka—Close every Monday and Thursday, at 8.30, a.m.; arrive every Tuesday and Friday, at 4 p.m. Also, for Motueka per steamer as opportunity offers. For Wakapuaka—Close every Wednesday and Saturday, at 2.30 p.m.; arrive every Wednesday and Saturday, at 11 a.m. For Tadmor and Wangapeka — Close every Tuesday and Friday, at 2.30 p.m.; and arrive every Tuesday and Friday, at 11 a.m. Note.—In consequence of the Australian Mails being now conveyed by British Packets between Brindisi and Alexandria, a reduction in Postage on Letters sent via Brindisi has been effected. The rates of Postage to be charged in New Zealand on Correspondence for the United Kingdom, via Brindisi, will therefore be as follows:— Letters.—Not exceeding ½ ounce, 9d.; exceeding ½ ounce and not exceeding 1 ounce, 1s. 6d.; and so on, 9d for every additional ½ ounce or fraction of ½ ounce. Newspapers under 4 ounces, each 4d.; for every additional 4 ounces, 4d. Book and Pattern Parcels.—Not exceeding 1 ounce, 2d.; exceeding 1 ounce and not exceeding 2 ounces, 4d.; exceeding 2 ounces and not exceeding 4 ounces, 7d.; exceeding 4 ounces and not exceeding 8 ounces, 1s. 2d.; and so on, 1s 2d for every additional 8 ounces or fraction of 8 ounces. SYDNEY J. DICK, Chief Postmaster. NELSON RETAIL MARKET.—July 8. Beef, 3d to 6d per lb Mutton, 3d to 4d Pork, 5d to 6d Bacon, 8d Ham, 1s Lard, 9d Eggs, 1s 6d per doz. Bread, 2lb loaf, 4½d Butter, fresh, 1s per lb Cheese, col., 5d to 8d Ducks, 5s to 6s per pair Fowls, 4s to 5s Turkeys, 4s to 6s each Onions, 2d per lb Geese, 5s. each. Flour.—Rod and Hounsell quote fine silk dressed flour at £18 per ton. Redwood's, £18. Rutherford's, £18. Wheat, 6s per bushel; barley, 4s to 4s 6d; oats, 3s 3d to 3s 6d. Apples, 4d per lb. Oranges, 3s per doz. Pears, 6d per lb. Hay, 4d 10s. per ton. Beer, 6d per bhd; 8s per dozen. Bricks, per 1000 4s; Lime, per bushel, 3s 0d. Boards and Scantling—White Pine, per 100 feet, 9s to 10s; Red Pine 15s; Totara, 18s to 20s; Rimu, 12s 6d. Palings—V.D.L., 6ft., 20s.; 5ft., 18s. Shingles—V.D.L., 21s. 6d. COMMERCIAL GOLD-MINING COMPANY. SPECIAL MEETING of SHAREHOLDERS on MONDAY EVENING, July 10, at Half-past Seven o'clock, on important business. 1295 JOHN PERCY, Secretary. [12,52,244,1567]
tonight-item: Raffle at the Galatea Hotel—Fat Turkeys. [250,96,411,108]
